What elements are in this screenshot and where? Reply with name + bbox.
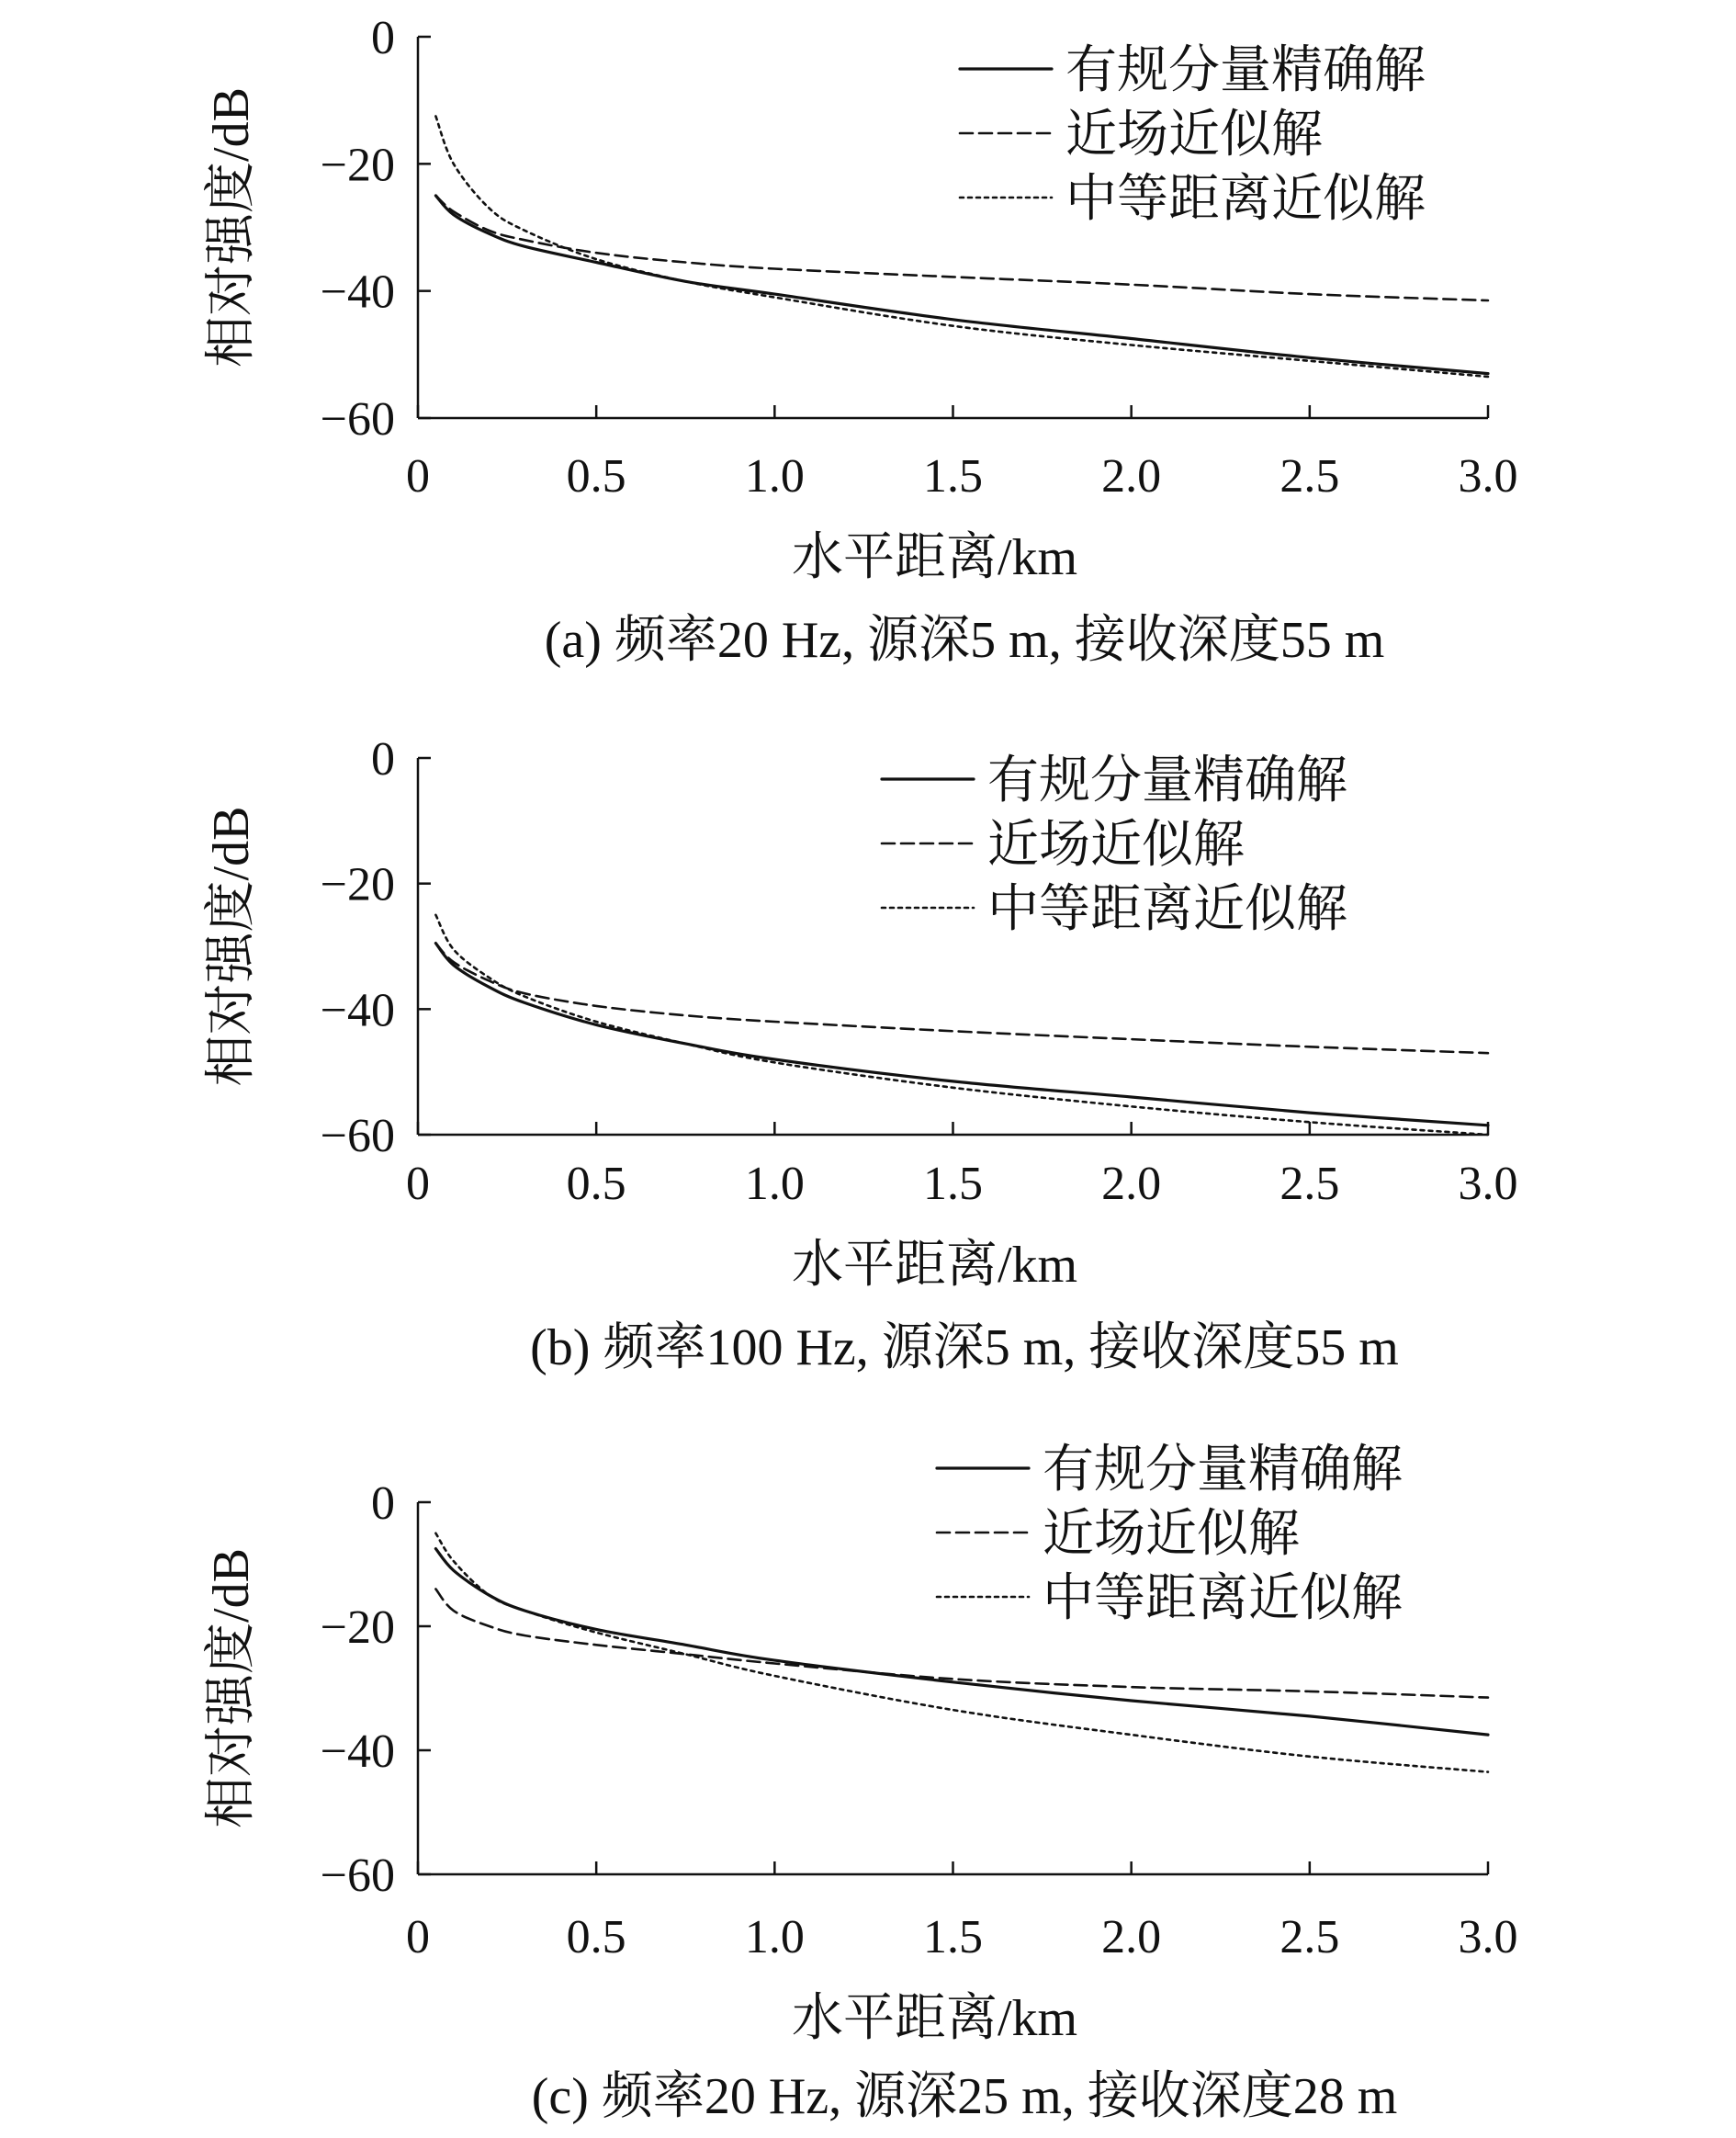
series-line-dotted — [435, 1533, 1488, 1772]
y-axis-title: 相对强度/dB — [203, 806, 260, 1087]
x-tick-label: 2.0 — [1101, 450, 1162, 503]
y-tick-label: −40 — [320, 266, 395, 319]
series-line-solid — [435, 944, 1488, 1126]
y-tick-label: 0 — [371, 1477, 395, 1530]
legend-label: 近场近似解 — [987, 817, 1245, 874]
x-tick-label: 0.5 — [566, 450, 626, 503]
legend-label: 近场近似解 — [1065, 107, 1323, 164]
x-tick-label: 0 — [406, 1158, 430, 1210]
x-tick-label: 1.0 — [744, 1158, 805, 1210]
x-tick-label: 2.0 — [1101, 1158, 1162, 1210]
x-tick-label: 3.0 — [1458, 450, 1518, 503]
y-tick-label: 0 — [371, 733, 395, 786]
y-tick-label: −40 — [320, 984, 395, 1037]
panel-a — [203, 12, 1518, 669]
y-tick-label: −20 — [320, 858, 395, 911]
x-tick-label: 1.0 — [744, 450, 805, 503]
panel-b — [203, 733, 1518, 1376]
x-axis-title: 水平距离/km — [791, 1237, 1078, 1294]
x-tick-label: 3.0 — [1458, 1911, 1518, 1963]
y-axis-title: 相对强度/dB — [203, 87, 260, 368]
legend-label: 有规分量精确解 — [1065, 42, 1426, 99]
x-tick-label: 2.5 — [1279, 1158, 1340, 1210]
x-tick-label: 1.5 — [923, 450, 983, 503]
x-tick-label: 0 — [406, 1911, 430, 1963]
x-axis-title: 水平距离/km — [791, 1990, 1078, 2047]
x-tick-label: 0.5 — [566, 1911, 626, 1963]
legend-label: 中等距离近似解 — [1065, 171, 1426, 228]
y-tick-label: 0 — [371, 12, 395, 64]
panel-caption: (b) 频率100 Hz, 源深5 m, 接收深度55 m — [530, 1319, 1399, 1376]
x-axis-title: 水平距离/km — [791, 529, 1078, 586]
legend-label: 有规分量精确解 — [987, 752, 1347, 809]
panel-c — [203, 1442, 1518, 2125]
series-line-dotted — [435, 117, 1488, 378]
legend-label: 有规分量精确解 — [1043, 1442, 1403, 1499]
y-tick-label: −20 — [320, 139, 395, 192]
legend-label: 中等距离近似解 — [987, 881, 1347, 938]
x-tick-label: 2.0 — [1101, 1911, 1162, 1963]
y-tick-label: −60 — [320, 1110, 395, 1162]
y-tick-label: −40 — [320, 1725, 395, 1778]
legend-label: 中等距离近似解 — [1043, 1570, 1403, 1627]
x-tick-label: 1.0 — [744, 1911, 805, 1963]
x-tick-label: 2.5 — [1279, 1911, 1340, 1963]
x-tick-label: 3.0 — [1458, 1158, 1518, 1210]
x-tick-label: 1.5 — [923, 1158, 983, 1210]
y-tick-label: −60 — [320, 393, 395, 446]
series-line-dashed — [435, 944, 1488, 1054]
y-tick-label: −20 — [320, 1601, 395, 1654]
x-tick-label: 2.5 — [1279, 450, 1340, 503]
x-tick-label: 0 — [406, 450, 430, 503]
y-axis-title: 相对强度/dB — [203, 1548, 260, 1828]
panel-caption: (c) 频率20 Hz, 源深25 m, 接收深度28 m — [531, 2068, 1398, 2125]
x-tick-label: 0.5 — [566, 1158, 626, 1210]
y-tick-label: −60 — [320, 1850, 395, 1902]
x-tick-label: 1.5 — [923, 1911, 983, 1963]
panel-caption: (a) 频率20 Hz, 源深5 m, 接收深度55 m — [544, 612, 1385, 669]
legend-label: 近场近似解 — [1043, 1506, 1300, 1563]
